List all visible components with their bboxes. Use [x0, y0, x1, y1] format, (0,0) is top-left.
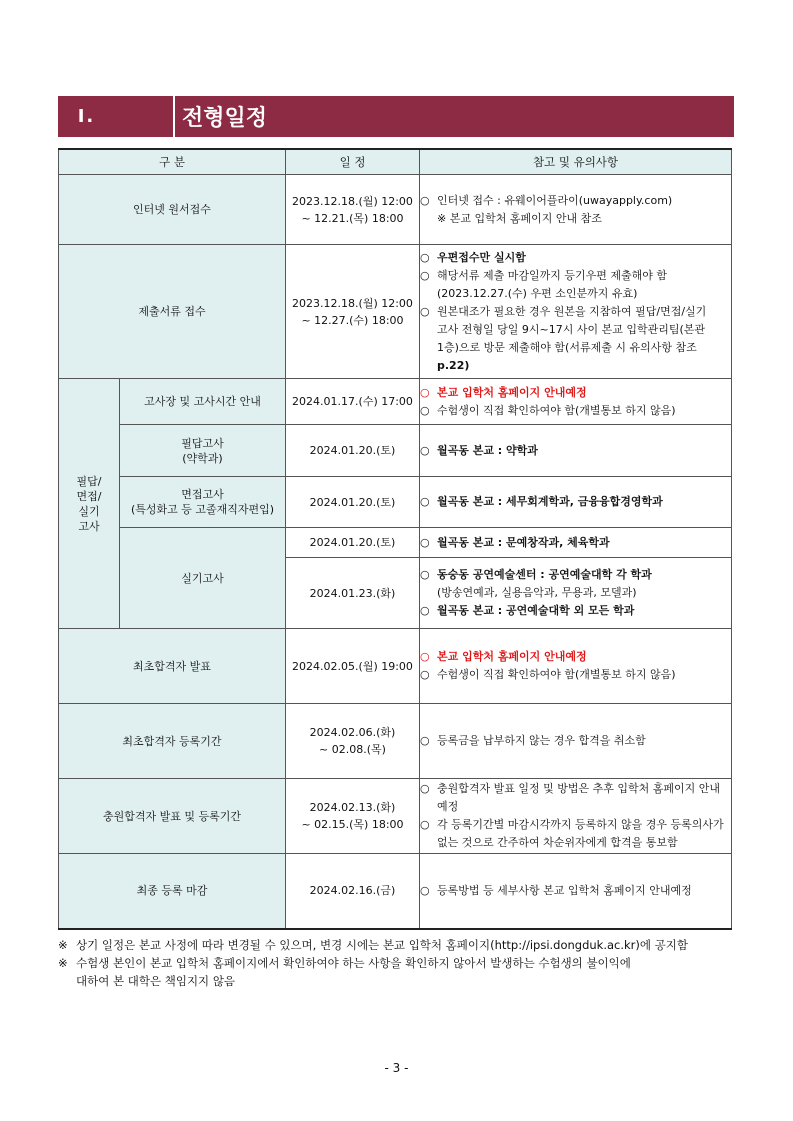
- date-cell: 2024.02.05.(월) 19:00: [286, 629, 420, 704]
- page-number: - 3 -: [384, 1061, 409, 1075]
- table-row: [59, 425, 732, 477]
- table-row: [59, 704, 732, 779]
- note-cell: [420, 425, 732, 477]
- note-text: 없는 것으로 간주하여 차순위자에게 합격을 통보함: [437, 836, 678, 849]
- note-text: 수험생이 직접 확인하여야 함(개별통보 하지 않음): [437, 403, 676, 417]
- bullet-circle-icon: ○: [420, 268, 430, 282]
- header-category: 구 분: [59, 149, 286, 175]
- date-line: ~ 02.15.(목) 18:00: [301, 818, 404, 831]
- category-text: 면접고사: [181, 488, 224, 501]
- bullet-circle-icon: ○: [420, 403, 430, 417]
- table-header-row: [59, 149, 732, 175]
- bullet-circle-icon: ○: [420, 304, 430, 318]
- bullet-circle-icon: ○: [420, 650, 430, 663]
- note-cell: [420, 629, 732, 704]
- note-cell: [420, 528, 732, 558]
- footnotes: [58, 936, 738, 990]
- category-cell: 최초합격자 발표: [59, 629, 286, 704]
- group-label: 필답/ 면접/ 실기 고사: [76, 474, 102, 533]
- note-text: 등록방법 등 세부사항 본교 입학처 홈페이지 안내예정: [437, 883, 692, 897]
- category-cell: [120, 477, 286, 528]
- date-cell: [286, 245, 420, 379]
- bullet-circle-icon: ○: [420, 495, 430, 508]
- category-cell: 충원합격자 발표 및 등록기간: [59, 779, 286, 854]
- date-line: 2023.12.18.(월) 12:00: [292, 194, 413, 208]
- table-row: [59, 854, 732, 929]
- bullet-circle-icon: ○: [420, 568, 430, 581]
- date-cell: 2024.01.20.(토): [286, 425, 420, 477]
- header-divider: [173, 96, 175, 137]
- bullet-circle-icon: ○: [420, 250, 430, 264]
- date-line: ~ 12.27.(수) 18:00: [301, 313, 404, 327]
- note-text: 충원합격자 발표 일정 및 방법은 추후 입학처 홈페이지 안내: [437, 782, 720, 795]
- table-row: [59, 528, 732, 558]
- note-text: 원본대조가 필요한 경우 원본을 지참하여 필답/면접/실기: [437, 304, 707, 318]
- bullet-circle-icon: ○: [420, 604, 430, 617]
- category-cell: 최초합격자 등록기간: [59, 704, 286, 779]
- footnote-text: 상기 일정은 본교 사정에 따라 변경될 수 있으며, 변경 시에는 본교 입학처 홈페이지(http://ipsi.dongduk.ac.kr)에 공지함: [76, 938, 688, 952]
- note-cell: [420, 477, 732, 528]
- category-text: (특성화고 등 고졸재직자편입): [130, 503, 275, 516]
- note-text: 1층)으로 방문 제출해야 함(서류제출 시 유의사항 참조: [437, 340, 697, 354]
- note-text: p.22): [437, 358, 470, 372]
- note-cell: [420, 379, 732, 425]
- schedule-table: [58, 148, 732, 930]
- bullet-circle-icon: ○: [420, 734, 430, 747]
- category-cell: [120, 425, 286, 477]
- note-text: 인터넷 접수 : 유웨이어플라이(uwayapply.com): [437, 193, 673, 207]
- bullet-circle-icon: ○: [420, 668, 430, 681]
- note-text: 수험생이 직접 확인하여야 함(개별통보 하지 않음): [437, 668, 676, 681]
- reference-mark-icon: ※: [58, 956, 68, 970]
- note-text: 해당서류 제출 마감일까지 등기우편 제출해야 함: [437, 268, 668, 282]
- note-text: 고사 전형일 당일 9시~17시 사이 본교 입학관리팀(본관: [437, 322, 706, 336]
- reference-mark-icon: ※: [58, 938, 68, 952]
- date-cell: [286, 704, 420, 779]
- note-text: ※ 본교 입학처 홈페이지 안내 참조: [437, 211, 602, 225]
- note-text: 우편접수만 실시함: [437, 250, 526, 264]
- section-header: [58, 96, 734, 137]
- note-text: 동숭동 공연예술센터 : 공연예술대학 각 학과: [437, 568, 652, 581]
- note-text: (방송연예과, 실용음악과, 무용과, 모델과): [437, 586, 637, 599]
- category-cell: 인터넷 원서접수: [59, 175, 286, 245]
- date-line: 2023.12.18.(월) 12:00: [292, 296, 413, 310]
- note-text: 등록금을 납부하지 않는 경우 합격을 취소함: [437, 734, 646, 747]
- note-text: 월곡동 본교 : 공연예술대학 외 모든 학과: [437, 604, 635, 617]
- bullet-circle-icon: ○: [420, 385, 430, 399]
- note-cell: [420, 175, 732, 245]
- category-text: 필답고사: [181, 436, 224, 450]
- section-number: Ⅰ.: [77, 106, 96, 127]
- date-cell: 2024.01.17.(수) 17:00: [286, 379, 420, 425]
- category-cell: 실기고사: [120, 528, 286, 629]
- date-line: ~ 12.21.(목) 18:00: [301, 211, 404, 225]
- bullet-circle-icon: ○: [420, 883, 430, 897]
- bullet-circle-icon: ○: [420, 443, 430, 457]
- bullet-circle-icon: ○: [420, 782, 430, 795]
- note-text: 월곡동 본교 : 약학과: [437, 443, 538, 457]
- table-row: [59, 477, 732, 528]
- date-line: ~ 02.08.(목): [319, 743, 386, 756]
- table-row: [59, 629, 732, 704]
- note-cell: [420, 245, 732, 379]
- date-cell: 2024.01.20.(토): [286, 477, 420, 528]
- date-cell: 2024.02.16.(금): [286, 854, 420, 929]
- footnote-text: 대하여 본 대학은 책임지지 않음: [76, 974, 236, 988]
- category-cell: 고사장 및 고사시간 안내: [120, 379, 286, 425]
- category-cell: 최종 등록 마감: [59, 854, 286, 929]
- footnote-text: 수험생 본인이 본교 입학처 홈페이지에서 확인하여야 하는 사항을 확인하지 않아서 발생하는 수험생의 불이익에: [76, 956, 631, 970]
- note-text: 월곡동 본교 : 문예창작과, 체육학과: [437, 535, 610, 549]
- table-row: [59, 245, 732, 379]
- bullet-circle-icon: ○: [420, 193, 430, 207]
- date-cell: [286, 779, 420, 854]
- section-title: 전형일정: [182, 106, 268, 131]
- category-text: (약학과): [182, 451, 223, 465]
- bullet-circle-icon: ○: [420, 535, 430, 549]
- note-cell: [420, 558, 732, 629]
- group-label-cell: [59, 379, 120, 629]
- table-row: [59, 779, 732, 854]
- note-text: (2023.12.27.(수) 우편 소인분까지 유효): [437, 286, 638, 300]
- note-text: 월곡동 본교 : 세무회계학과, 금융융합경영학과: [437, 495, 663, 508]
- date-cell: 2024.01.23.(화): [286, 558, 420, 629]
- note-cell: [420, 779, 732, 854]
- table-row: [59, 379, 732, 425]
- note-cell: [420, 704, 732, 779]
- category-cell: 제출서류 접수: [59, 245, 286, 379]
- date-cell: [286, 175, 420, 245]
- bullet-circle-icon: ○: [420, 818, 430, 831]
- date-cell: 2024.01.20.(토): [286, 528, 420, 558]
- note-text: 본교 입학처 홈페이지 안내예정: [437, 385, 587, 399]
- note-text: 각 등록기간별 마감시각까지 등록하지 않을 경우 등록의사가: [437, 818, 724, 831]
- date-line: 2024.02.13.(화): [309, 801, 396, 814]
- note-text: 본교 입학처 홈페이지 안내예정: [437, 650, 587, 663]
- header-notes: 참고 및 유의사항: [420, 149, 732, 175]
- date-line: 2024.02.06.(화): [309, 726, 396, 739]
- note-text: 예정: [437, 800, 459, 813]
- note-cell: [420, 854, 732, 929]
- header-schedule: 일 정: [286, 149, 420, 175]
- table-row: [59, 175, 732, 245]
